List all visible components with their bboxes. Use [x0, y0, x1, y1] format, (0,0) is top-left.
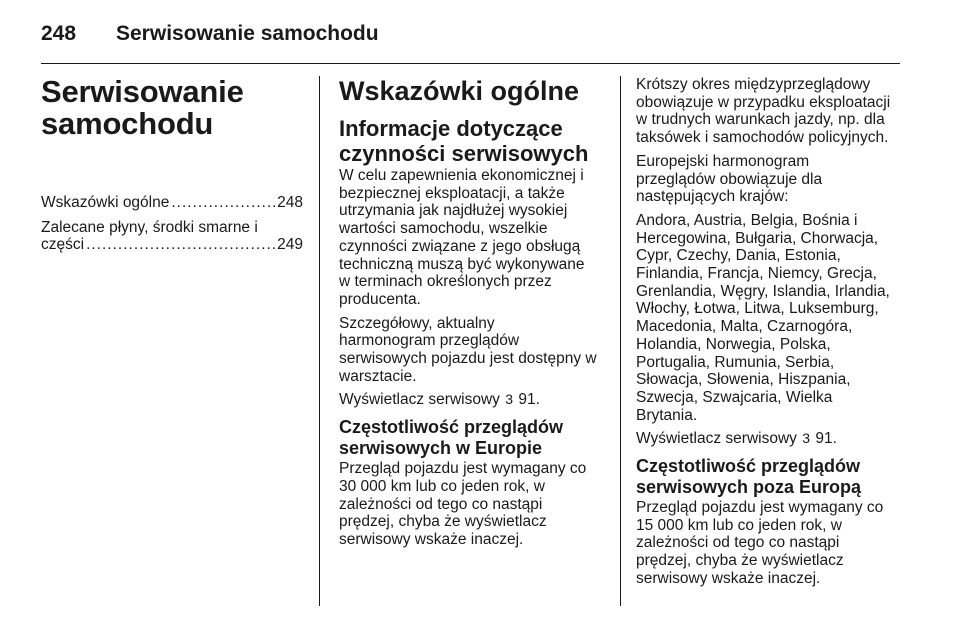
country-list [636, 212, 902, 424]
text-line: serwisowych pojazdu jest dostępny w [339, 350, 597, 368]
text-line: harmonogram przeglądów [339, 332, 520, 350]
toc-entry-title[interactable]: Wskazówki ogólne [41, 194, 170, 211]
text-line: Europejski harmonogram [636, 152, 810, 170]
arrow-right-icon: 3 [802, 430, 811, 447]
text-line: bezpiecznej eksploatacji, a także [339, 184, 565, 202]
text-line: Hercegowina, Bułgaria, Chorwacja, [636, 229, 879, 247]
text-line: następujących krajów: [636, 188, 789, 206]
cross-reference[interactable] [636, 430, 902, 448]
column-divider [620, 76, 621, 606]
text-line: obowiązuje w przypadku eksploatacji [636, 93, 891, 111]
text-line: prędzej, chyba że wyświetlacz [339, 513, 547, 531]
chapter-title [41, 76, 303, 140]
paragraph [339, 315, 605, 386]
text-line: techniczną muszą być wykonywane [339, 255, 585, 273]
text-line: serwisowy wskaże inaczej. [339, 530, 524, 548]
header-rule [41, 63, 900, 64]
subheading-line: serwisowych poza Europą [636, 477, 862, 498]
text-line: utrzymania jak najdłużej wysokiej [339, 202, 568, 220]
subheading-line: Częstotliwość przeglądów [636, 456, 861, 477]
toc-leader-dots [86, 236, 275, 254]
reference-text: Wyświetlacz serwisowy [339, 391, 500, 409]
chapter-title-line: Serwisowanie [41, 74, 244, 109]
paragraph [636, 499, 902, 588]
column-divider [319, 76, 320, 606]
text-line: Włochy, Łotwa, Litwa, Luksemburg, [636, 300, 879, 318]
subheading [636, 456, 902, 498]
text-line: Macedonia, Malta, Czarnogóra, [636, 318, 853, 336]
text-line: Przegląd pojazdu jest wymagany co [339, 460, 587, 478]
subsection-title [339, 116, 605, 166]
text-line: Szwecja, Szwajcaria, Wielka [636, 388, 833, 406]
section-title: Wskazówki ogólne [339, 76, 580, 106]
reference-text: Wyświetlacz serwisowy [636, 430, 797, 448]
text-line: 30 000 km lub co jeden rok, w [339, 477, 545, 495]
column-middle [339, 76, 605, 555]
toc-entry-title[interactable]: części [41, 236, 85, 254]
running-title: Serwisowanie samochodu [116, 22, 379, 45]
toc-leader-dots [171, 194, 275, 212]
text-line: przeglądów obowiązuje dla [636, 170, 823, 188]
text-line: taksówek i samochodów policyjnych. [636, 129, 889, 147]
text-line: Szczegółowy, aktualny [339, 314, 495, 332]
subheading-line: serwisowych w Europie [339, 438, 543, 459]
toc-entry[interactable] [41, 194, 303, 212]
column-left [41, 76, 303, 261]
subsection-title-line: Informacje dotyczące [339, 116, 563, 141]
text-line: Słowacja, Słowenia, Hiszpania, [636, 371, 851, 389]
toc-entry[interactable] [41, 219, 303, 254]
text-line: Brytania. [636, 406, 698, 424]
subheading-line: Częstotliwość przeglądów [339, 417, 564, 438]
text-line: Cypr, Czechy, Dania, Estonia, [636, 247, 841, 265]
arrow-right-icon: 3 [505, 391, 514, 408]
text-line: 15 000 km lub co jeden rok, w [636, 516, 842, 534]
text-line: Holandia, Norwegia, Polska, [636, 335, 831, 353]
text-line: Andora, Austria, Belgia, Bośnia i [636, 211, 858, 229]
text-line: Finlandia, Francja, Niemcy, Grecja, [636, 265, 877, 283]
page-number: 248 [41, 22, 77, 45]
paragraph [339, 167, 605, 309]
reference-page[interactable]: 91. [518, 391, 540, 409]
subsection-title-line: czynności serwisowych [339, 141, 589, 166]
text-line: prędzej, chyba że wyświetlacz [636, 552, 844, 570]
reference-page[interactable]: 91. [815, 430, 837, 448]
subheading [339, 417, 605, 459]
text-line: producenta. [339, 290, 421, 308]
cross-reference[interactable] [339, 391, 605, 409]
text-line: w trudnych warunkach jazdy, np. dla [636, 111, 885, 129]
text-line: czynności związane z jego obsługą [339, 237, 581, 255]
paragraph [636, 76, 902, 147]
toc-entry-title[interactable]: Zalecane płyny, środki smarne i [41, 218, 258, 236]
text-line: w terminach określonych przez [339, 273, 552, 291]
text-line: W celu zapewnienia ekonomicznej i [339, 167, 584, 184]
text-line: zależności od tego co nastąpi [636, 534, 840, 552]
column-right [636, 76, 902, 594]
text-line: Krótszy okres międzyprzeglądowy [636, 76, 871, 93]
text-line: Portugalia, Rumunia, Serbia, [636, 353, 835, 371]
text-line: zależności od tego co nastąpi [339, 495, 543, 513]
text-line: wartości samochodu, wszelkie [339, 220, 548, 238]
paragraph [339, 460, 605, 549]
text-line: warsztacie. [339, 367, 417, 385]
chapter-title-line: samochodu [41, 106, 214, 141]
toc-entry-page[interactable]: 249 [277, 236, 303, 254]
text-line: Grenlandia, Węgry, Islandia, Irlandia, [636, 282, 890, 300]
running-header [41, 6, 901, 62]
paragraph [636, 153, 902, 206]
text-line: Przegląd pojazdu jest wymagany co [636, 499, 884, 517]
toc-entry-page[interactable]: 248 [277, 194, 303, 211]
text-line: serwisowy wskaże inaczej. [636, 569, 821, 587]
